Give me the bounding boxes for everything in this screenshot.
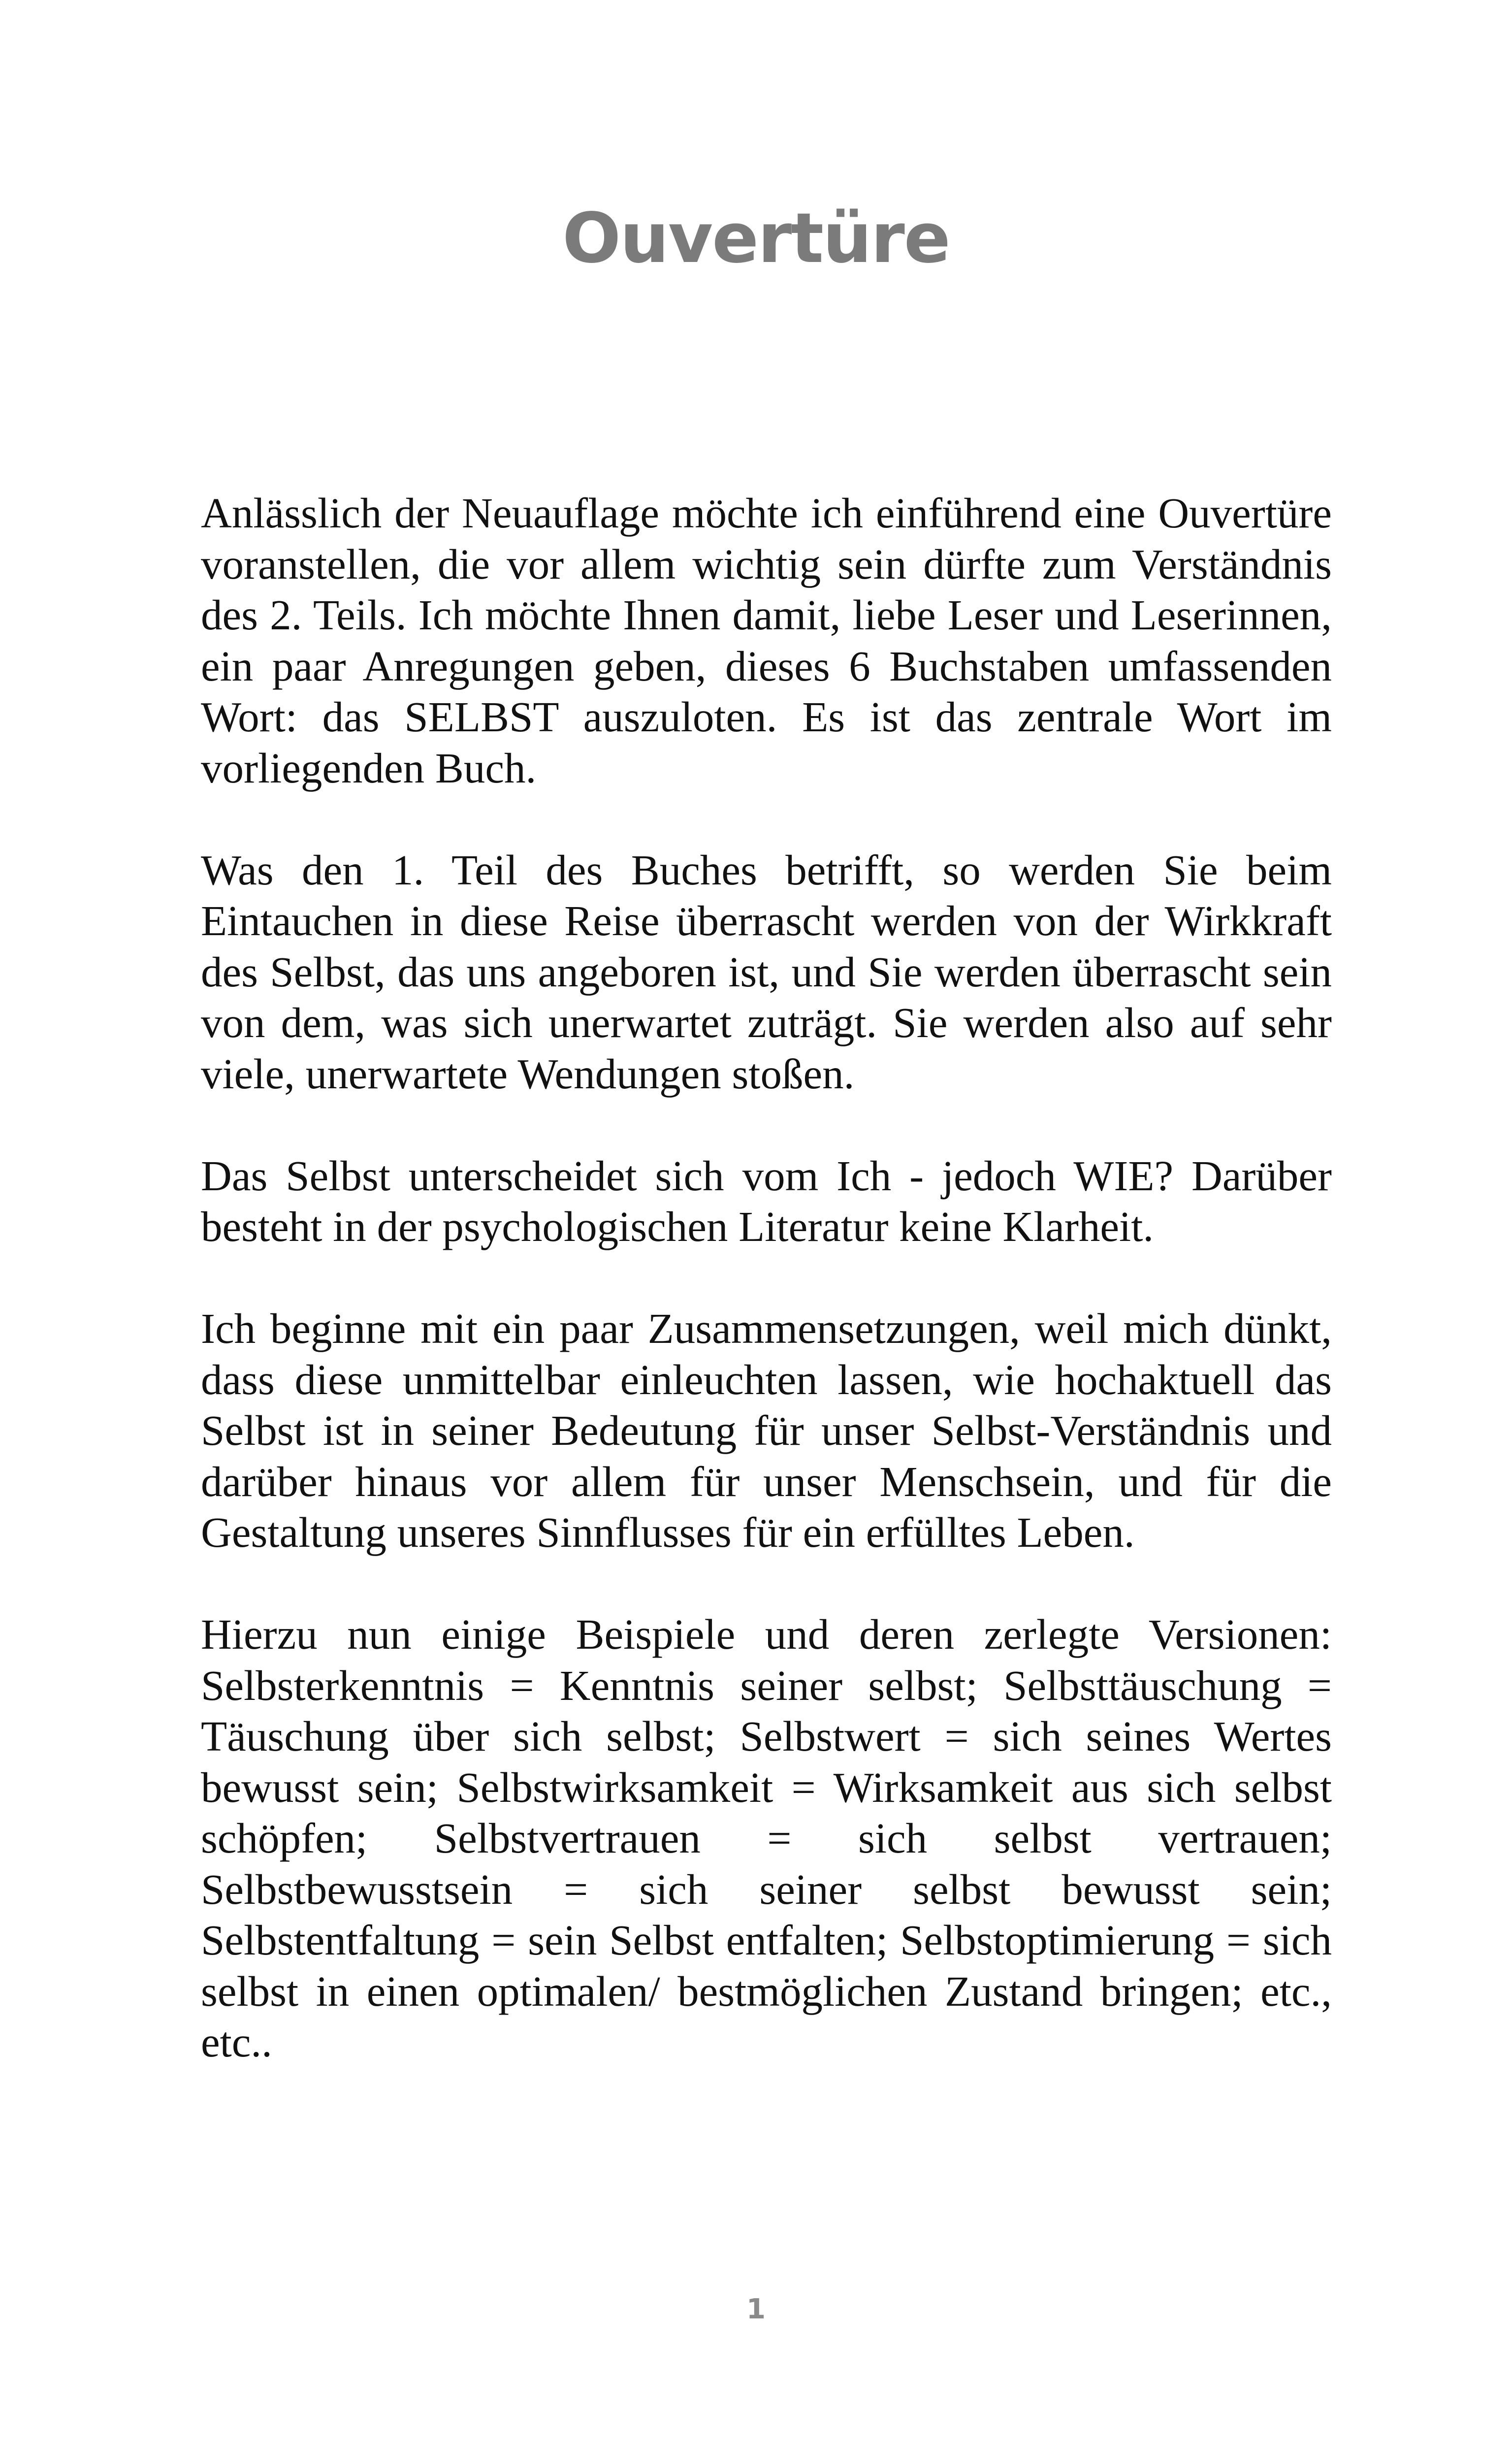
paragraph-4: Ich beginne mit ein paar Zusammensetzungen, weil mich dünkt, dass diese unmittelbar einleuchten lassen, wie hochaktuell das Selbst ist in seiner Bedeutung für unser Selbst-Verständnis und darüber hinaus vor allem für unser Menschsein, und für die Gestaltung unseres Sinnflusses für ein erfülltes Leben. [201,1304,1332,1556]
body-text [201,488,1332,2118]
paragraph-3: Das Selbst unterscheidet sich vom Ich - jedoch WIE? Darüber besteht in der psychologischen Literatur keine Klarheit. [201,1151,1332,1250]
page-title: Ouvertüre [562,198,950,279]
paragraph-1: Anlässlich der Neuauflage möchte ich einführend eine Ouvertüre voranstellen, die vor allem wichtig sein dürfte zum Verständnis des 2. Teils. Ich möchte Ihnen damit, liebe Leser und Leserinnen, ein paar Anregungen geben, dieses 6 Buchstaben umfassenden Wort: das SELBST auszuloten. Es ist das zentrale Wort im vorliegenden Buch. [201,489,1332,792]
paragraph-2: Was den 1. Teil des Buches betrifft, so werden Sie beim Eintauchen in diese Reise überrascht werden von der Wirkkraft des Selbst, das uns angeboren ist, und Sie werden überrascht sein von dem, was sich unerwartet zuträgt. Sie werden also auf sehr viele, unerwartete Wendungen stoßen. [201,846,1332,1098]
paragraph-5: Hierzu nun einige Beispiele und deren zerlegte Versionen: Selbsterkenntnis = Kenntnis seiner selbst; Selbsttäuschung = Täuschung über sich selbst; Selbstwert = sich seines Wertes bewusst sein; Selbstwirksamkeit = Wirksamkeit aus sich selbst schöpfen; Selbstvertrauen = sich selbst vertrauen; Selbstbewusstsein = sich seiner selbst bewusst sein; Selbstentfaltung = sein Selbst entfalten; Selbstoptimierung = sich selbst in einen optimalen/ bestmöglichen Zustand bringen; etc., etc.. [201,1610,1332,2066]
page-number: 1 [746,2293,766,2325]
